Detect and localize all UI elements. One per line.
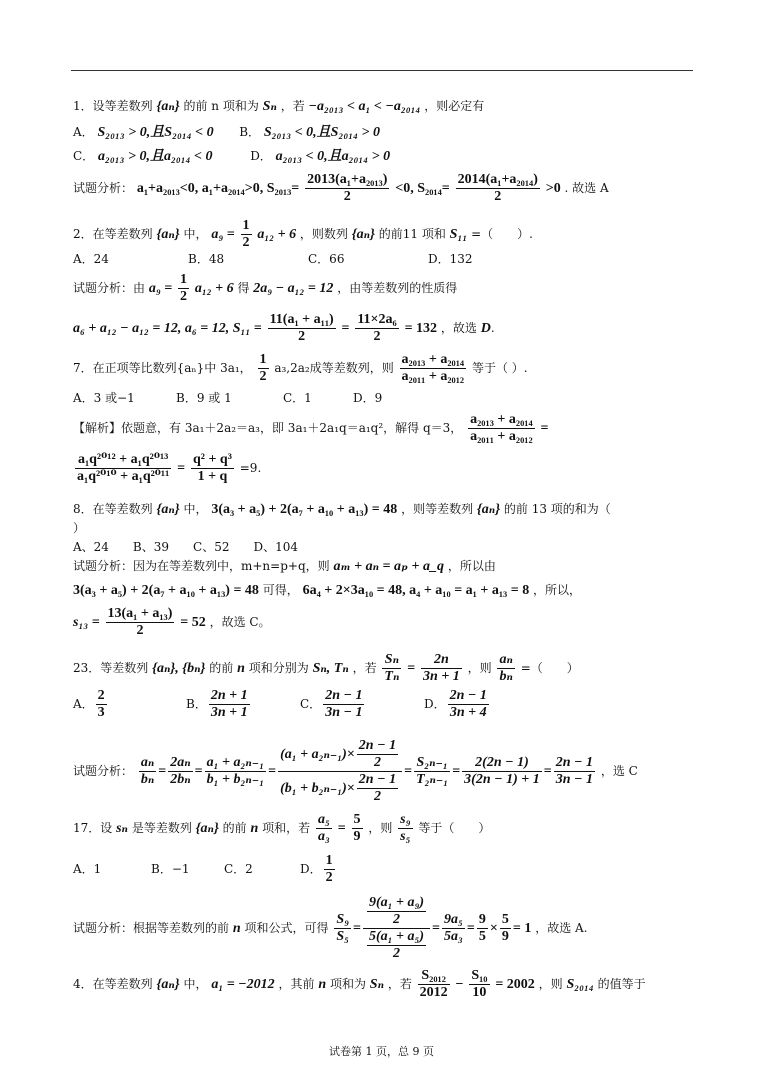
- q2-stem-line: 2．在等差数列 {aₙ} 中， a₉ = $\frac{1}{2}$ a₁₂ + 6 ，则数列 {aₙ} 的前11 项和 S₁₁ =（ ）.: [73, 218, 533, 251]
- q8-analysis-line1: 试题分析：因为在等差数列中，m+n=p+q，则 aₘ + aₙ = aₚ + a_q ，所以由: [73, 559, 496, 574]
- q7-stem-line: 7．在正项等比数列{aₙ}中 3a₁， $\frac{1}{2}$ a₃,2a₂成等差数列，则 $\frac{\text{a₂₀₁₃ + a₂₀₁₄}}{\text{a₂₀₁₁ + a₂₀₁₂}}$ 等于（ ）.: [73, 352, 528, 385]
- q7-option-b: B．9 或 1: [176, 391, 232, 405]
- q17-stem-line: 17．设 sₙ 是等差数列 {aₙ} 的前 n 项和，若 $\frac{\text{a₅}}{\text{a₃}}$ = $\frac{5}{9}$ ，则 $\frac{\text{s₉}}{\text{s₅}}$ 等于（ ）: [73, 812, 491, 845]
- q23-compound-fraction: (a₁ + a₂ₙ₋₁)× $\frac{2n - 1}{2}$ (b₁ + b₂ₙ₋₁)× $\frac{2n - 1}{2}$: [278, 738, 402, 805]
- q8-stem-close: ）: [73, 521, 86, 535]
- page-footer: 试卷第 1 页，总 9 页: [329, 1045, 434, 1058]
- q23-analysis: 试题分析： $\frac{\text{aₙ}}{\text{bₙ}}$ = $\frac{\text{2aₙ}}{\text{2bₙ}}$ = $\frac{\text{a₁ + a₂ₙ₋₁}}{\text{b₁ + b₂ₙ₋₁}}$ = (a₁ + a₂ₙ₋₁)× $\frac{2n - 1}{2}$ (b₁ + b₂ₙ₋₁)× $\frac{2n - 1}{2}$ = $\frac{\text{S₂ₙ₋₁}}{\text{T₂ₙ₋₁}}$ = $\frac{2(2n - 1)}{3(2n - 1) + 1}$ = $\frac{2n - 1}{3n - 1}$ ，选 C: [73, 738, 638, 805]
- q2-option-b: B．48: [188, 252, 225, 266]
- q2-answer: D: [480, 321, 491, 337]
- q4-stem-line: 4．在等差数列 {aₙ} 中， a₁ = −2012 ，其前 n 项和为 Sₙ ，若 $\frac{\text{S₂₀₁₂}}{2012}$ − $\frac{\text{S₁₀}}{10}$ = 2002 ，则 S₂₀₁₄ 的值等于: [73, 968, 646, 1001]
- q17-compound-fraction: $\frac{\frac{\text{9(a₁ + a₉)}}{2}}{\frac{\text{5(a₁ + a₅)}}{2}}$: [363, 895, 430, 962]
- q8-options: A、24 B、39 C、52 D、104: [73, 540, 299, 554]
- q1-condition: −a₂₀₁₃ < a₁ < −a₂₀₁₄: [308, 99, 421, 114]
- q1-fraction-s2014: $\frac{\text{2014(a₁+a₂₀₁₄)}}{2}$: [457, 172, 538, 205]
- q7-option-a: A．3 或−1: [73, 391, 135, 405]
- q23-option-d: D． $\frac{2n - 1}{3n + 4}$: [424, 688, 487, 721]
- q7-target-fraction: $\frac{\text{a₂₀₁₃ + a₂₀₁₄}}{\text{a₂₀₁₁ + a₂₀₁₂}}$: [401, 352, 465, 385]
- q2-option-d: D．132: [428, 252, 473, 266]
- q7-option-c: C．1: [283, 391, 312, 405]
- q23-stem-line: 23．等差数列 {aₙ}, {bₙ} 的前 n 项和分别为 Sₙ, Tₙ ，若 $\frac{\text{Sₙ}}{\text{Tₙ}}$ = $\frac{2n}{3n + 1}$ ，则 $\frac{\text{aₙ}}{\text{bₙ}}$ =（ ）: [73, 652, 579, 685]
- q8-stem-line: 8．在等差数列 {aₙ} 中， 3(a₃ + a₅) + 2(a₇ + a₁₀ + a₁₃) = 48 ，则等差数列 {aₙ} 的前 13 项的和为（: [73, 502, 611, 517]
- q17-option-d: D． $\frac{1}{2}$: [300, 853, 333, 886]
- q2-option-a: A．24: [73, 252, 109, 266]
- q1-seq: {aₙ}: [156, 99, 180, 114]
- q1-option-c: a₂₀₁₃ > 0,且a₂₀₁₄ < 0: [98, 149, 213, 164]
- q17-option-c: C．2: [224, 862, 253, 877]
- q7-solution-line1: 【解析】依题意，有 3a₁＋2a₂＝a₃，即 3a₁＋2a₁q＝a₁q²，解得 q＝3， $\frac{\text{a₂₀₁₃ + a₂₀₁₄}}{\text{a₂₀₁₁ + a₂₀₁₂}}$ =: [73, 412, 549, 445]
- q2-options: [73, 253, 473, 265]
- q1-option-d: a₂₀₁₃ < 0,且a₂₀₁₄ > 0: [275, 149, 391, 164]
- q8-analysis-line2: 3(a₃ + a₅) + 2(a₇ + a₁₀ + a₁₃) = 48 可得， 6a₄ + 2×3a₁₀ = 48, a₄ + a₁₀ = a₁ + a₁₃ = 8 ，所以，: [73, 583, 582, 598]
- q17-analysis: 试题分析：根据等差数列的前 n 项和公式，可得 $\frac{\text{S₉}}{\text{S₅}}$ = $\frac{\frac{\text{9(a₁ + a₉)}}{2}}{\frac{\text{5(a₁ + a₅)}}{2}}$ = $\frac{\text{9a₅}}{\text{5a₃}}$ = $\frac{9}{5}$ × $\frac{5}{9}$ = 1 ，故选 A.: [73, 895, 588, 962]
- q23-option-a: A． $\frac{2}{3}$: [73, 688, 105, 721]
- q1-option-b: S₂₀₁₃ < 0,且S₂₀₁₄ > 0: [263, 125, 380, 140]
- q7-option-d: D．9: [353, 391, 383, 405]
- header-rule: [71, 70, 693, 71]
- q8-analysis-line3: s₁₃ = $\frac{\text{13(a₁ + a₁₃)}}{2}$ = 52 ，故选 C。: [73, 606, 271, 639]
- q17-option-b: B．−1: [151, 862, 190, 877]
- q1-options-ab: A． S₂₀₁₃ > 0,且S₂₀₁₄ < 0 B． S₂₀₁₃ < 0,且S₂₀₁₄ > 0: [73, 125, 380, 140]
- q2-analysis-line1: 试题分析：由 a₉ = $\frac{1}{2}$ a₁₂ + 6 得 2a₉ − a₁₂ = 12 ，由等差数列的性质得: [73, 272, 458, 305]
- q23-options: [73, 688, 491, 721]
- q1-option-a: S₂₀₁₃ > 0,且S₂₀₁₄ < 0: [97, 125, 214, 140]
- q23-option-b: B． $\frac{2n + 1}{3n + 1}$: [186, 688, 248, 721]
- q1-fraction-s2013: $\frac{\text{2013(a₁+a₂₀₁₃)}}{2}$: [307, 172, 388, 205]
- q2-analysis-line2: a₆ + a₁₂ − a₁₂ = 12, a₆ = 12, S₁₁ = $\frac{\text{11(a₁ + a₁₁)}}{2}$ = $\frac{\text{11×2a₆}}{2}$ = 132 ，故选 D.: [73, 312, 495, 345]
- q17-option-a: A．1: [73, 862, 102, 877]
- q2-half-fraction: $\frac{1}{2}$: [242, 218, 250, 251]
- q1-stem-line: 1．设等差数列 {aₙ} 的前 n 项和为 Sₙ ，若 −a₂₀₁₃ < a₁ < −a₂₀₁₄ ，则必定有: [73, 99, 485, 114]
- q7-solution-line2: $\frac{\text{a₁q²⁰¹² + a₁q²⁰¹³}}{\text{a₁q²⁰¹⁰ + a₁q²⁰¹¹}}$ = $\frac{\text{q² + q³}}{1 + q}$ =9.: [77, 452, 262, 485]
- q17-options: [73, 853, 337, 886]
- q7-options: [73, 392, 382, 404]
- q1-analysis: 试题分析： a₁+a₂₀₁₃<0, a₁+a₂₀₁₄>0, S₂₀₁₃= $\frac{\text{2013(a₁+a₂₀₁₃)}}{2}$ <0, S₂₀₁₄= $\frac{\text{2014(a₁+a₂₀₁₄)}}{2}$ >0 . 故选 A: [73, 172, 609, 205]
- q23-option-c: C． $\frac{2n - 1}{3n - 1}$: [300, 688, 363, 721]
- q1-options-cd: C． a₂₀₁₃ > 0,且a₂₀₁₄ < 0 D． a₂₀₁₃ < 0,且a₂₀₁₄ > 0: [73, 149, 391, 164]
- q2-option-c: C．66: [308, 252, 345, 266]
